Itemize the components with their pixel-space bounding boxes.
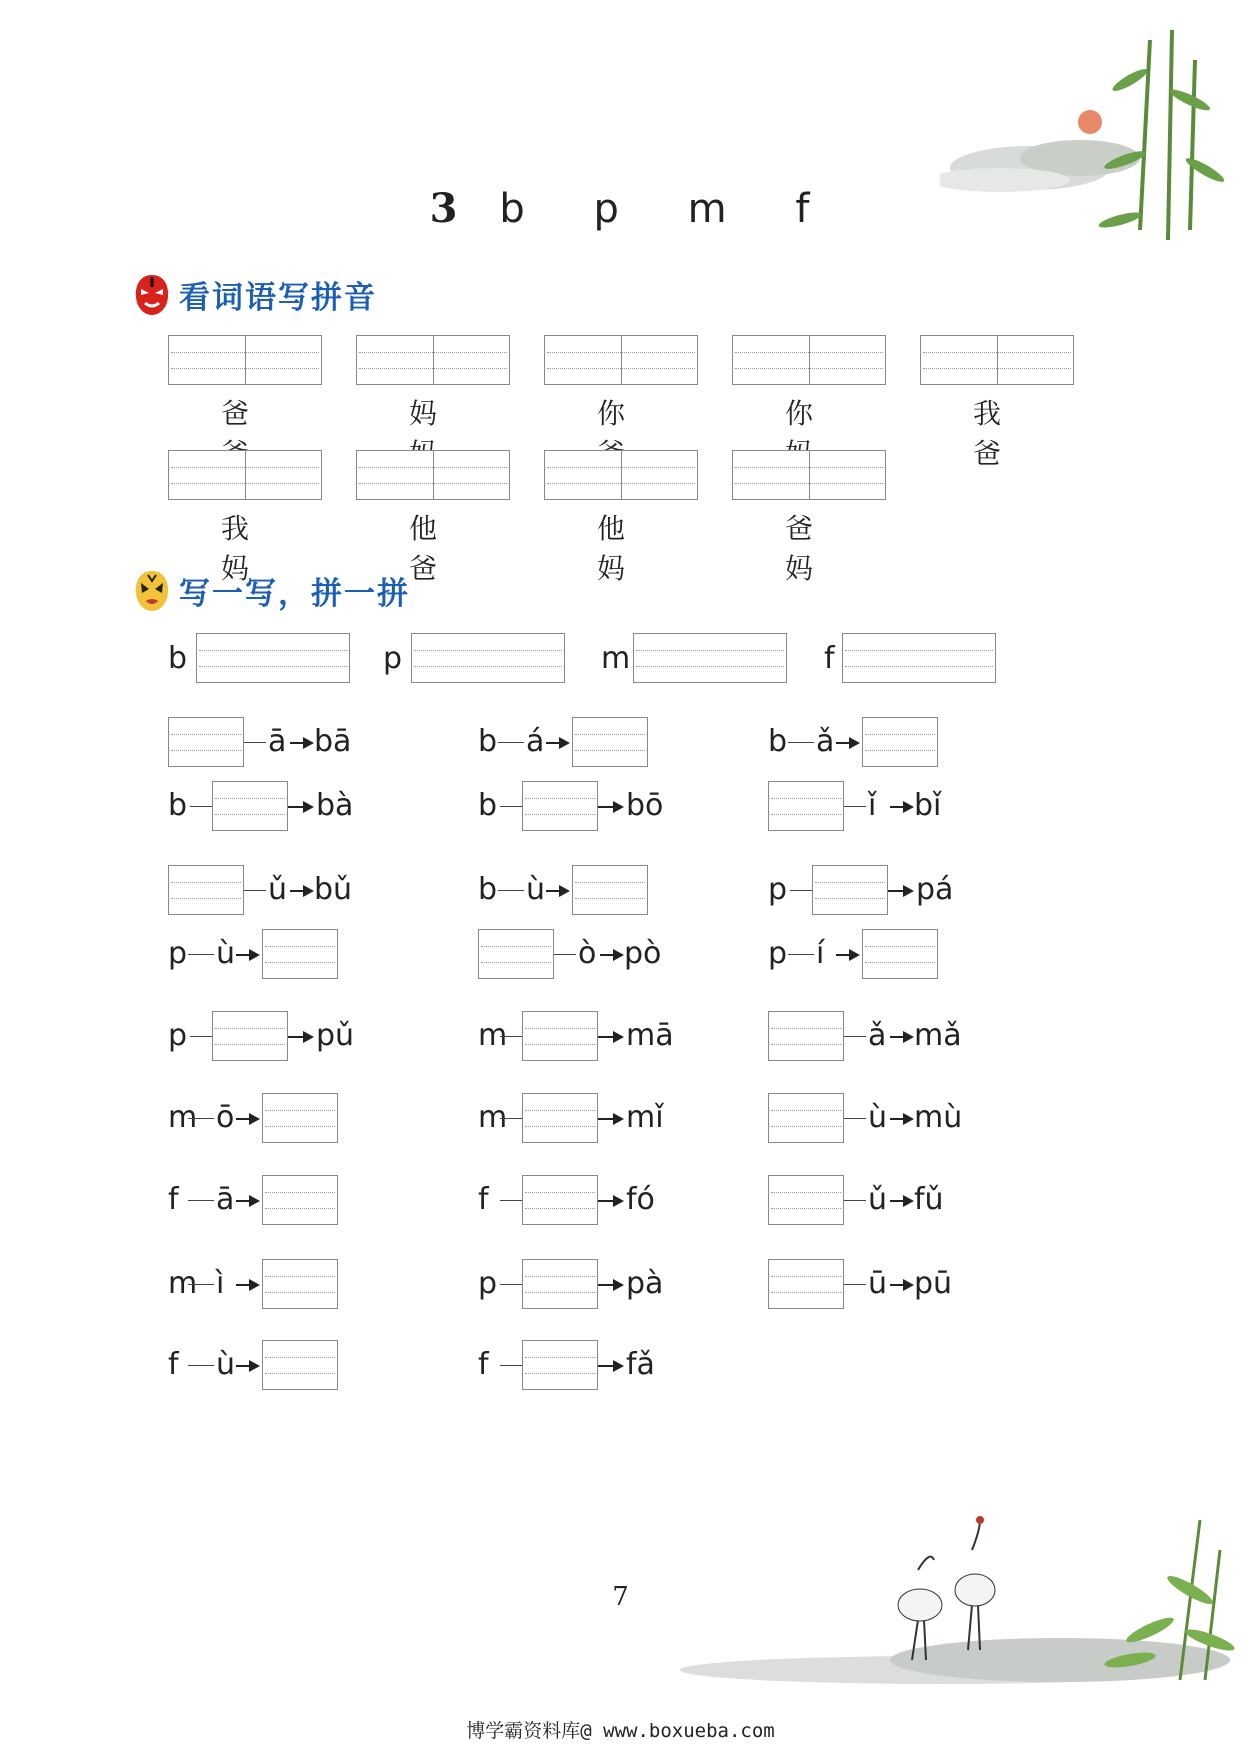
connector-line xyxy=(844,1118,866,1119)
connector-line xyxy=(500,1284,522,1285)
pinyin-text: ǐ xyxy=(868,788,877,823)
pinyin-text: b xyxy=(168,788,188,823)
connector-line xyxy=(844,1284,866,1285)
word-chinese: 我 爸 xyxy=(972,397,1037,470)
pinyin-text: ǔ xyxy=(868,1182,888,1217)
arrow-icon xyxy=(890,806,912,808)
connector-line xyxy=(500,1036,522,1037)
pinyin-write-box[interactable] xyxy=(732,335,886,385)
arrow-icon xyxy=(600,954,622,956)
word-chinese: 他 妈 xyxy=(596,512,661,585)
initial-letter: m xyxy=(601,641,631,676)
box-divider xyxy=(433,451,434,499)
opera-mask-yellow-icon xyxy=(133,569,171,613)
pinyin-text: m xyxy=(168,1100,198,1135)
exercise-write-box[interactable] xyxy=(572,717,648,767)
pinyin-text: ò xyxy=(578,936,597,971)
exercise-write-box[interactable] xyxy=(262,1259,338,1309)
connector-line xyxy=(188,1200,214,1201)
connector-line xyxy=(498,890,524,891)
pinyin-text: á xyxy=(526,724,545,759)
exercise-write-box[interactable] xyxy=(522,1093,598,1143)
pinyin-text: p xyxy=(768,872,788,907)
exercise-write-box[interactable] xyxy=(572,865,648,915)
opera-mask-red-icon xyxy=(133,273,171,317)
exercise-write-box[interactable] xyxy=(522,1259,598,1309)
exercise-write-box[interactable] xyxy=(262,1340,338,1390)
word-chinese: 他 爸 xyxy=(408,512,473,585)
exercise-write-box[interactable] xyxy=(478,929,554,979)
box-divider xyxy=(245,451,246,499)
pinyin-text: f xyxy=(168,1347,179,1382)
arrow-icon xyxy=(236,1118,258,1120)
connector-line xyxy=(188,1118,214,1119)
arrow-icon xyxy=(546,742,568,744)
exercise-write-box[interactable] xyxy=(768,1259,844,1309)
pinyin-text: fǔ xyxy=(914,1182,944,1217)
connector-line xyxy=(190,1036,212,1037)
pinyin-text: m xyxy=(168,1266,198,1301)
arrow-icon xyxy=(598,1118,622,1120)
exercise-write-box[interactable] xyxy=(522,1011,598,1061)
arrow-icon xyxy=(288,1036,312,1038)
pinyin-text: b xyxy=(478,724,498,759)
pinyin-text: m xyxy=(478,1018,508,1053)
arrow-icon xyxy=(546,890,568,892)
connector-line xyxy=(500,1118,522,1119)
word-chinese: 我 妈 xyxy=(220,512,285,585)
initial-write-box[interactable] xyxy=(196,633,350,683)
initial-write-box[interactable] xyxy=(633,633,787,683)
pinyin-text: ū xyxy=(868,1266,888,1301)
pinyin-write-box[interactable] xyxy=(168,335,322,385)
pinyin-text: fǎ xyxy=(626,1347,655,1382)
initial-letter: b xyxy=(168,641,188,676)
pinyin-text: ā xyxy=(268,724,287,759)
connector-line xyxy=(844,1036,866,1037)
connector-line xyxy=(188,954,214,955)
arrow-icon xyxy=(598,1200,622,1202)
pinyin-text: p xyxy=(168,1018,188,1053)
exercise-write-box[interactable] xyxy=(168,717,244,767)
footer-watermark: 博学霸资料库@ www.boxueba.com xyxy=(466,1720,775,1742)
connector-line xyxy=(788,742,814,743)
pinyin-text: ā xyxy=(216,1182,235,1217)
connector-line xyxy=(244,742,266,743)
word-chinese: 爸 xyxy=(220,397,285,430)
arrow-icon xyxy=(288,806,312,808)
pinyin-text: mā xyxy=(626,1018,674,1053)
pinyin-text: f xyxy=(478,1182,489,1217)
exercise-write-box[interactable] xyxy=(768,1093,844,1143)
pinyin-text: bà xyxy=(316,788,354,823)
arrow-icon xyxy=(236,1200,258,1202)
initial-letter: p xyxy=(383,641,403,676)
exercise-write-box[interactable] xyxy=(212,781,288,831)
pinyin-text: pá xyxy=(916,872,954,907)
arrow-icon xyxy=(836,954,858,956)
arrow-icon xyxy=(236,1365,258,1367)
connector-line xyxy=(188,1284,214,1285)
arrow-icon xyxy=(598,1284,622,1286)
pinyin-text: pǔ xyxy=(316,1018,355,1053)
pinyin-text: ō xyxy=(216,1100,235,1135)
pinyin-text: pà xyxy=(626,1266,664,1301)
pinyin-write-box[interactable] xyxy=(732,450,886,500)
pinyin-text: mǎ xyxy=(914,1018,962,1053)
arrow-icon xyxy=(598,1365,622,1367)
pinyin-text: p xyxy=(478,1266,498,1301)
exercise-write-box[interactable] xyxy=(812,865,888,915)
pinyin-text: p xyxy=(168,936,188,971)
exercise-write-box[interactable] xyxy=(768,781,844,831)
connector-line xyxy=(498,742,524,743)
word-chinese: 你 xyxy=(596,397,661,430)
exercise-write-box[interactable] xyxy=(768,1011,844,1061)
arrow-icon xyxy=(890,1284,912,1286)
section-header-write-spell: 写一写，拼一拼 xyxy=(133,568,410,613)
pinyin-text: ǔ xyxy=(268,872,288,907)
exercise-write-box[interactable] xyxy=(522,781,598,831)
pinyin-text: pò xyxy=(624,936,662,971)
arrow-icon xyxy=(890,1118,912,1120)
pinyin-text: ù xyxy=(868,1100,888,1135)
exercise-write-box[interactable] xyxy=(262,1093,338,1143)
arrow-icon xyxy=(598,1036,622,1038)
exercise-write-box[interactable] xyxy=(262,929,338,979)
arrow-icon xyxy=(890,1200,912,1202)
pinyin-text: mǐ xyxy=(626,1100,664,1135)
initial-write-box[interactable] xyxy=(411,633,565,683)
exercise-write-box[interactable] xyxy=(522,1175,598,1225)
connector-line xyxy=(788,954,814,955)
pinyin-text: ǎ xyxy=(816,724,835,759)
arrow-icon xyxy=(598,806,622,808)
pinyin-text: f xyxy=(168,1182,179,1217)
connector-line xyxy=(188,1365,214,1366)
word-chinese: 爸 妈 xyxy=(784,512,849,585)
box-divider xyxy=(997,336,998,384)
pinyin-text: bǐ xyxy=(914,788,942,823)
arrow-icon xyxy=(290,742,312,744)
arrow-icon xyxy=(890,1036,912,1038)
pinyin-write-box[interactable] xyxy=(356,335,510,385)
connector-line xyxy=(500,1365,522,1366)
box-divider xyxy=(433,336,434,384)
connector-line xyxy=(500,1200,522,1201)
pinyin-text: m xyxy=(478,1100,508,1135)
pinyin-write-box[interactable] xyxy=(356,450,510,500)
page-number: 7 xyxy=(612,1582,629,1612)
initial-write-box[interactable] xyxy=(842,633,996,683)
connector-line xyxy=(554,954,576,955)
pinyin-text: ù xyxy=(526,872,546,907)
pinyin-write-box[interactable] xyxy=(544,335,698,385)
box-divider xyxy=(809,451,810,499)
connector-line xyxy=(844,806,866,807)
arrow-icon xyxy=(290,890,312,892)
connector-line xyxy=(244,890,266,891)
pinyin-text: ì xyxy=(216,1266,225,1301)
connector-line xyxy=(190,806,212,807)
exercise-write-box[interactable] xyxy=(522,1340,598,1390)
word-chinese: 妈 xyxy=(408,397,473,430)
box-divider xyxy=(809,336,810,384)
exercise-write-box[interactable] xyxy=(862,717,938,767)
pinyin-text: f xyxy=(478,1347,489,1382)
pinyin-text: ǎ xyxy=(868,1018,887,1053)
exercise-write-box[interactable] xyxy=(212,1011,288,1061)
pinyin-write-box[interactable] xyxy=(544,450,698,500)
pinyin-text: pū xyxy=(914,1266,953,1301)
arrow-icon xyxy=(836,742,858,744)
box-divider xyxy=(621,451,622,499)
connector-line xyxy=(844,1200,866,1201)
initial-letter: f xyxy=(824,641,835,676)
pinyin-write-box[interactable] xyxy=(168,450,322,500)
exercise-write-box[interactable] xyxy=(262,1175,338,1225)
exercise-write-box[interactable] xyxy=(768,1175,844,1225)
connector-line xyxy=(790,890,812,891)
pinyin-text: b xyxy=(478,872,498,907)
pinyin-text: bō xyxy=(626,788,664,823)
arrow-icon xyxy=(236,954,258,956)
word-chinese: 你 xyxy=(784,397,849,430)
pinyin-text: p xyxy=(768,936,788,971)
section-header-look-write: 看词语写拼音 xyxy=(133,272,377,317)
exercise-write-box[interactable] xyxy=(168,865,244,915)
exercise-write-box[interactable] xyxy=(862,929,938,979)
box-divider xyxy=(245,336,246,384)
pinyin-text: ù xyxy=(216,936,236,971)
pinyin-text: b xyxy=(478,788,498,823)
pinyin-text: fó xyxy=(626,1182,655,1217)
pinyin-write-box[interactable] xyxy=(920,335,1074,385)
connector-line xyxy=(500,806,522,807)
pinyin-text: í xyxy=(816,936,825,971)
arrow-icon xyxy=(236,1284,258,1286)
box-divider xyxy=(621,336,622,384)
pinyin-text: mù xyxy=(914,1100,963,1135)
lesson-title: 3 b p m f xyxy=(429,185,812,232)
pinyin-text: bǔ xyxy=(314,872,353,907)
pinyin-text: bā xyxy=(314,724,352,759)
pinyin-text: b xyxy=(768,724,788,759)
pinyin-text: ù xyxy=(216,1347,236,1382)
arrow-icon xyxy=(888,890,912,892)
